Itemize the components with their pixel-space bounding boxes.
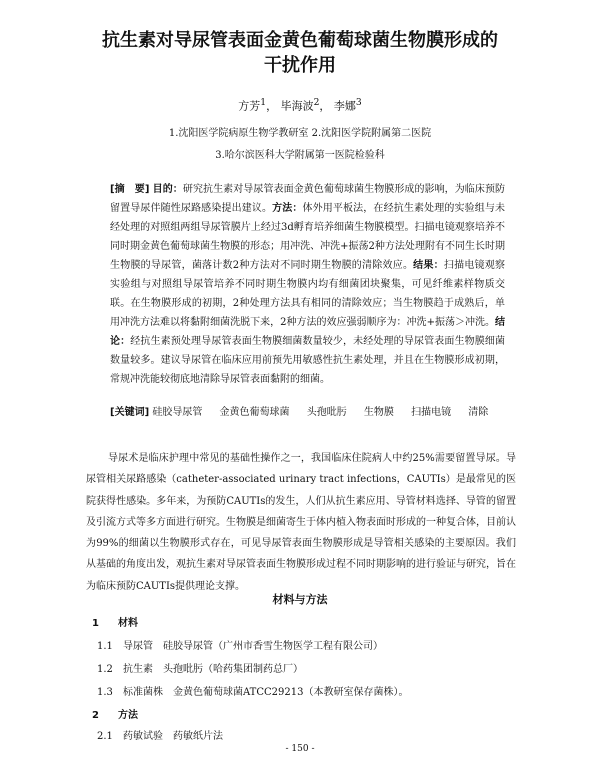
item-1-3 (97, 683, 408, 698)
title-line-2: 干扰作用 (264, 55, 336, 76)
heading-methods (92, 706, 138, 721)
abstract-purpose-label: 目的： (152, 184, 183, 195)
item-1-1-number: 1.1 (97, 641, 113, 652)
abstract-purpose: 研究抗生素对导尿管表面金黄色葡萄球菌生物膜形成的影响，为临床预防留置导尿伴随性尿路感染提出建议。 (110, 184, 506, 214)
abstract-method-label: 方法： (272, 203, 303, 214)
abstract-conclusion-label: 结论： (110, 317, 505, 347)
abstract (110, 180, 505, 389)
section-title: 材料与方法 (272, 593, 328, 606)
heading-materials-text: 材料 (118, 618, 138, 629)
affiliation-line-2: 3.哈尔滨医科大学附属第一医院检验科 (215, 150, 385, 161)
item-1-2-number: 1.2 (97, 664, 113, 675)
item-1-2-text: 抗生素 头孢吡肟（哈药集团制药总厂） (123, 664, 303, 675)
abstract-method: 体外用平板法，在经抗生素处理的实验组与未经处理的对照组两组导尿管膜片上经过3d孵育培养细菌生物膜模型。扫描电镜观察培养不同时期金黄色葡萄球菌生物膜的形态；用冲洗、冲洗+振荡2种方法处理附有不同生长时期生物膜的导尿管，菌落计数2种方法对不同时期生物膜的清除效应。 (110, 203, 506, 271)
abstract-result-label: 结果： (413, 260, 444, 271)
keywords-label: [关键词] (110, 407, 150, 418)
heading-methods-text: 方法 (118, 710, 138, 721)
keyword-6: 清除 (468, 407, 489, 418)
item-1-3-number: 1.3 (97, 687, 113, 698)
author-3: 李娜 (333, 99, 356, 113)
page-number: - 150 - (285, 744, 315, 754)
author-1: 方芳 (238, 99, 261, 113)
item-2-1 (97, 727, 223, 742)
abstract-label: [摘 要] (110, 184, 150, 195)
author-list: 方芳$^1$， 毕海波$^2$， 李娜$^3$ (238, 97, 362, 113)
item-1-2 (97, 660, 303, 675)
item-1-1-text: 导尿管 硅胶导尿管（广州市香雪生物医学工程有限公司） (123, 641, 383, 652)
introduction-paragraph: 导尿术是临床护理中常见的基础性操作之一，我国临床住院病人中约25%需要留置导尿。导尿管相关尿路感染（catheter-associated urinary tract infections，CAUTIs）是最常见的医院获得性感染。多年来，为预防CAUTIs的发生，人们从抗生素应用、导管材料选择、导管的留置及引流方式等多方面进行研究。生物膜是细菌寄生于体内植入物表面时形成的一种复合体，目前认为99%的细菌以生物膜形式存在，可见导尿管表面生物膜形成是导管相关感染的主要原因。我们从基础的角度出发，观抗生素对导尿管表面生物膜形成过程不同时期影响的进行验证与研究，旨在为临床预防CAUTIs提供理论支撑。 (86, 453, 516, 592)
title-line-1: 抗生素对导尿管表面金黄色葡萄球菌生物膜形成的 (102, 30, 498, 51)
abstract-conclusion: 经抗生素预处理导尿管表面生物膜细菌数量较少，未经处理的导尿管表面生物膜细菌数量较多。建议导尿管在临床应用前预先用敏感性抗生素处理，并且在生物膜形成初期，常规冲洗能较彻底地清除导尿管表面黏附的细菌。 (110, 336, 506, 385)
item-2-1-text: 药敏试验 药敏纸片法 (123, 731, 223, 742)
keywords (110, 403, 502, 418)
keyword-3: 头孢吡肟 (306, 407, 347, 418)
affiliation-line-1: 1.沈阳医学院病原生物学教研室 2.沈阳医学院附属第二医院 (168, 128, 432, 139)
item-1-3-text: 标准菌株 金黄色葡萄球菌ATCC29213（本教研室保存菌株）。 (123, 687, 409, 698)
item-1-1 (97, 637, 383, 652)
author-3-affil: 3 (355, 97, 362, 108)
abstract-result: 扫描电镜观察实验组与对照组导尿管培养不同时期生物膜内均有细菌团块聚集，可见纤维素样物质交联。在生物膜形成的初期，2种处理方法具有相同的清除效应；当生物膜趋于成熟后，单用冲洗方法难以将黏附细菌洗脱下来，2种方法的效应强弱顺序为：冲洗+振荡＞冲洗。 (110, 260, 505, 328)
keyword-4: 生物膜 (363, 407, 394, 418)
keyword-1: 硅胶导尿管 (152, 407, 203, 418)
author-1-affil: 1 (260, 97, 267, 108)
paper-title (40, 28, 560, 78)
heading-methods-number: 2 (92, 710, 99, 721)
author-2-affil: 2 (313, 97, 320, 108)
keyword-5: 扫描电镜 (411, 407, 452, 418)
author-2: 毕海波 (280, 99, 314, 113)
item-2-1-number: 2.1 (97, 731, 113, 742)
heading-materials-number: 1 (92, 618, 99, 629)
heading-materials (92, 614, 138, 629)
keyword-2: 金黄色葡萄球菌 (219, 407, 290, 418)
